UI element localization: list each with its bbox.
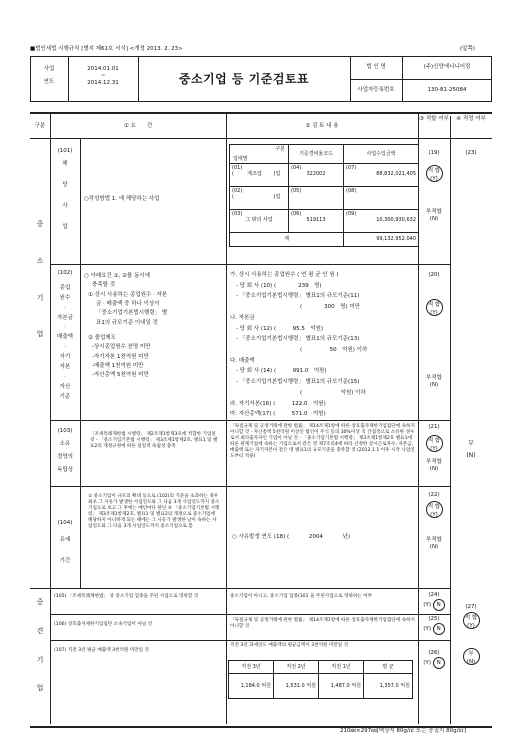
row107-col4 — [458, 648, 484, 666]
date-cell — [68, 56, 139, 102]
row101-code: (101) — [57, 148, 73, 154]
row104-requirement: ① 중소기업이 규모의 확대 등으로 (102)의 기준을 초과하는 경우 최초 그 사유가 발생한 사업연도와 그 다음 3개 사업연도까지 중소기업으로 보고 그 후에는 매년마다 판단 ② 「중소기업기본법 시행령」 제3조제1항제2호, 별표1 및 별표2의 개정으로 중소기업에 해당하지 아니하게 되는 때에는 그 사유가 발생한 날이 속하는 사업연도와 그 다음 3개 사업연도까지 중소기업으로 봄 — [88, 494, 220, 529]
row101-unfit-n: (N) — [429, 215, 439, 222]
year-label-2: 연도 — [43, 78, 55, 85]
row107-n-circle[interactable] — [433, 657, 445, 669]
row103-fit-circle[interactable] — [426, 435, 443, 452]
row106-col4-circle[interactable] — [463, 612, 480, 629]
row103-fit-label: 적 합 — [427, 437, 441, 444]
row102-req-10: -자산총액 5천억원 미만 — [92, 372, 149, 379]
tbl-row1-code-cell — [289, 164, 344, 187]
r107-head-3: 평 균 — [364, 661, 413, 674]
date-from: 2014.01.01 — [87, 66, 119, 72]
row102-rev-1: - 당 회 사 (10) ( 239 명) — [236, 282, 322, 289]
tbl-other-label: 그 밖의 사업 — [245, 217, 273, 224]
row102-rev-13: 마. 자산총액(17) ( 571.0 억원) — [230, 411, 326, 418]
row104-rev-year: 2004 — [308, 534, 323, 540]
row102-rev-10: - 「중소기업기본법시행령」 별표1의 규모기준(15) — [236, 379, 360, 386]
row102-req-3: 금 · 매출액 중 하나 이상이 — [96, 301, 160, 308]
row102-req-9: -매출액 1천억원 미만 — [92, 363, 144, 370]
r107-val-1: 1,531.0 — [285, 682, 305, 689]
row102-req-0: ○ 아래요건 ①, ②를 동시에 — [84, 273, 150, 279]
row102-rev-12: 라. 자기자본(16) ( 122.0 억원) — [230, 400, 326, 407]
tbl-row2-amt-cell — [344, 187, 419, 210]
row102-unfit[interactable]: 부적합 — [426, 374, 442, 381]
row104-l1: 기간 — [59, 557, 71, 564]
tbl-row2-n2: (05) — [291, 188, 302, 194]
row103-col4 — [451, 440, 491, 459]
tbl-row3-n1: (03) — [232, 211, 243, 217]
row102-unfit-n: (N) — [429, 381, 439, 388]
row102-label — [51, 270, 79, 400]
row102-l4: · — [64, 324, 66, 331]
row101-requirement: ○작성방법 1. 에 해당하는 사업 — [84, 196, 160, 202]
row107-col4-label: 부 — [468, 651, 474, 657]
row106-n: N — [436, 625, 441, 632]
year-label-cell — [30, 56, 69, 102]
row106-col4 — [458, 612, 484, 630]
row103-l2: 독립성 — [57, 466, 73, 473]
tbl-head-d: 사업수입금액 — [344, 145, 419, 164]
row104-fit — [419, 492, 449, 551]
side-sme-2: 소 — [36, 256, 44, 265]
row102-review — [230, 270, 416, 420]
vline-2 — [80, 138, 81, 588]
row103-col4-label: 부 — [468, 440, 474, 447]
row107-col4-n: (N) — [466, 659, 476, 665]
row102-l3: 자본금 — [57, 314, 73, 321]
row103-fit-y: (Y) — [430, 445, 438, 452]
row102-l10: 자산 — [59, 383, 71, 390]
row107-fit: (26) (Y) N — [419, 650, 449, 669]
tbl-row3-n3: (09) — [346, 211, 357, 217]
r107-val-0: 1,184.0 — [240, 682, 260, 689]
side-mid-2: 견 — [36, 626, 44, 635]
row101-bottom — [50, 264, 450, 265]
row102-rev-3: ( 300 명) 미만 — [300, 304, 360, 311]
corp-name: (주)신양에너니어링 — [402, 56, 492, 80]
footer-paper-spec: 210㎜×297㎜[백상지 80g/㎡ 또는 중질지 80g/㎡] — [340, 728, 467, 734]
row106-bottom — [50, 640, 450, 641]
col-fit3: ③ 적합 여부 — [418, 116, 451, 138]
row102-rev-8: 다. 매출액 — [230, 357, 255, 364]
row107-y[interactable]: Y — [425, 659, 429, 666]
side-mid — [30, 598, 50, 693]
row102-req-5: 표1의 규모기준 이내일 것 — [96, 319, 158, 326]
tbl-row2-code-cell — [289, 187, 344, 210]
row102-l2: · — [64, 304, 66, 311]
r107-unit-1: 억원 — [306, 682, 316, 689]
row106-req-wrap — [54, 622, 222, 628]
row101-fit-label: 적 합 — [427, 167, 441, 174]
row105-n-circle[interactable] — [433, 599, 445, 611]
row104-fit-code: (22) — [428, 492, 440, 498]
r107-unit-3: 억원 — [400, 682, 410, 689]
tbl-row3-name-cell — [230, 210, 289, 233]
row103-l1: 경영의 — [57, 453, 73, 460]
tbl-total-label: 계 — [230, 233, 344, 247]
tbl-row3-amt: 10,300,930,632 — [376, 217, 416, 224]
row106-review: 「독점규제 및 공정거래에 관한 법률」 제14조제1항에 따른 상호출자제한기업집단에 속하지 아니할 것 — [230, 618, 415, 629]
row104-unfit[interactable]: 부적합 — [426, 536, 442, 543]
row104-fit-label: 적 합 — [427, 503, 441, 510]
r107-val-3: 1,357.0 — [379, 682, 399, 689]
row102-req-6: ② 졸업제도 — [88, 335, 116, 342]
row105-req-wrap — [54, 594, 222, 600]
row102-req-8: -자기자본 1천억원 미만 — [92, 353, 149, 360]
row107-requirement: 직전 3년 평균 매출액 3천억원 미만일 것 — [67, 648, 149, 653]
row106-fit: (25) (Y) N — [419, 616, 449, 635]
row102-l5: 매출액 — [57, 334, 73, 341]
side-sme — [30, 220, 50, 339]
row103-label — [51, 428, 79, 474]
tbl-row2-n1: (02) — [232, 188, 243, 194]
row101-fit — [419, 150, 449, 223]
tbl-row2-name-cell: (02) ( )업 — [230, 187, 289, 210]
side-mid-3: 기 — [36, 655, 44, 664]
row102-bottom — [50, 420, 450, 421]
r107-unit-2: 억원 — [351, 682, 361, 689]
tbl-row1-n2: (04) — [291, 165, 302, 171]
row105-y[interactable]: Y — [425, 601, 429, 608]
tbl-row1-n3: (07) — [346, 165, 357, 171]
row105-fit-code: (24) — [428, 592, 440, 598]
row106-col4-label: 적 합 — [464, 615, 478, 621]
row102-fit — [419, 272, 449, 389]
row102-fit-y: (Y) — [430, 309, 438, 316]
row102-req-2: ① 상시 사용하는 종업원수 · 자본 — [88, 291, 168, 298]
row102-rev-9: - 당 회 사 (14) ( 991.0 억원) — [236, 368, 327, 375]
row107-col4-circle[interactable] — [463, 648, 480, 665]
row107-n: N — [436, 659, 441, 666]
tbl-row1-amt: 88,832,021,405 — [376, 171, 416, 178]
row107-review: 직전 3년 과세연도 매출액의 평균금액이 3천억원 미만일 것 — [230, 643, 349, 648]
row101-label-3: 사 — [62, 202, 68, 209]
corp-name-label: 법 인 명 — [350, 56, 403, 80]
row104-rev-label: ○ 사유발생 연도 (18) ( — [232, 534, 290, 540]
year-label-1: 사업 — [43, 66, 55, 72]
row101-fit-circle[interactable] — [426, 165, 443, 182]
r107-head-2: 직전 1년 — [319, 661, 364, 674]
row104-unfit-n: (N) — [429, 543, 439, 550]
side-mid-1: 중 — [36, 598, 44, 606]
row107-code: (107) — [54, 648, 67, 653]
row101-fit-code: (19) — [428, 150, 440, 156]
row107-table — [228, 660, 413, 699]
biz-no: 130-81-25084 — [427, 87, 467, 93]
row102-req-1: 충족할 것 — [92, 282, 116, 289]
tbl-row1-name-cell: (01) ( 제조업 )업 — [230, 164, 289, 187]
row104-bottom — [50, 588, 450, 589]
row103-unfit-n: (N) — [429, 465, 439, 472]
row101-col4-code: (23) — [465, 150, 477, 156]
page-title: 중소기업 등 기준검토표 — [138, 56, 351, 102]
tbl-row1-n1: (01) — [232, 165, 243, 171]
row103-fit-code: (21) — [428, 424, 440, 430]
row103-col4-n: (N) — [466, 451, 476, 459]
row105-col4-code: (27) — [465, 604, 477, 610]
row102-rev-6: - 「중소기업기본법시행령」 별표1의 규모기준(13) — [236, 336, 360, 343]
r107-val-2: 1,487.0 — [330, 682, 350, 689]
row105-review: 중소기업이 아니고, 중소기업 업종(101 을 주된사업으로 영위하는 여부 — [230, 594, 373, 599]
row105-bottom — [50, 614, 450, 615]
col-category: 구분 — [30, 114, 51, 138]
date-sep: ~ — [100, 72, 106, 79]
row103-unfit[interactable]: 부적합 — [426, 458, 442, 465]
date-to: 2014.12.31 — [87, 79, 119, 86]
side-sme-3: 기 — [36, 293, 44, 302]
row106-y[interactable]: Y — [425, 625, 429, 632]
row103-review: 「독점규제 및 공정거래에 관한 법률」 제14조제1항에 따른 상호출자제한기업집단에 속하지 아니할 것 · 자산총액 5천억원 이상인 법인이 주식 등의 30%이상 직 간접적으로 소유한 경우로서 최다출자자인 기업이 아닐 것 · 「중소기업기본법 시행령」 제3조제1항제2호 별표1에 따른 관계기업에 속하는 기업으로서 같은 영 제7조의4에 따라 산정한 상시근로자수, 자본금, 매출액 또는 자기자본이 같은 영 별표1의 규모기준을 충족할 것 (2012.1.1 이후 시작 사업연도부터 적용) — [230, 424, 415, 459]
tbl-row3-code: 519113 — [306, 217, 326, 224]
form-reference: ■법인세법 시행규칙 [별지 제61호 서식] <개정 2013. 2. 23> — [30, 46, 183, 52]
row102-l0: 종업 — [59, 284, 71, 291]
row103-bottom — [50, 486, 450, 487]
vline-5 — [450, 138, 451, 724]
side-mid-4: 업 — [36, 684, 44, 693]
side-sme-4: 업 — [36, 330, 44, 339]
tbl-row1-code: 322002 — [306, 171, 326, 178]
row103-requirement: 「조세특례제한법 시행령」 제2조제1항제3호에 적합한 기업일 것 - 「중소기업기본법 시행령」 제3조제1항제2호, 별표1 및 별표2의 개정규정에 따른 실질적 독립성 충족 — [90, 432, 218, 450]
row102-rev-2: - 「중소기업기본법시행령」 별표1의 규모기준(11) — [236, 293, 360, 300]
col-requirement: ① 요 건 — [50, 114, 227, 138]
row104-label — [51, 520, 79, 565]
tbl-row1-amt-cell — [344, 164, 419, 187]
row102-rev-11: ( 억원) 이하 — [300, 389, 366, 396]
row106-code: (106) — [54, 622, 67, 627]
row102-rev-4: 나. 자본금 — [230, 314, 255, 321]
row104-rev-end: 년) — [342, 534, 351, 540]
row106-fit-code: (25) — [428, 616, 440, 622]
tbl-total: 99,132,952,040 — [344, 233, 419, 247]
tbl-head-b: 업태별 — [233, 155, 248, 162]
r107-head-0: 직전 3년 — [229, 661, 274, 674]
row105-code: (105) — [54, 594, 67, 599]
row101-unfit[interactable]: 부적합 — [426, 208, 442, 215]
row103-code: (103) — [57, 428, 73, 434]
tbl-row3-code-cell — [289, 210, 344, 233]
tbl-row3-amt-cell — [344, 210, 419, 233]
row102-l11: 기준 — [59, 393, 71, 400]
row103-fit — [419, 424, 449, 473]
row104-code: (104) — [57, 520, 73, 526]
row101-label — [51, 148, 79, 230]
row102-l8: 자본 — [59, 363, 71, 370]
row102-code: (102) — [57, 270, 73, 276]
row102-rev-7: ( 50 억원) 이하 — [300, 347, 368, 354]
row105-n: N — [436, 601, 441, 608]
row102-requirement — [84, 272, 224, 381]
row102-l1: 원수 — [59, 294, 71, 301]
col-review: ② 검 토 내 용 — [226, 114, 419, 138]
row102-l7: 자기 — [59, 354, 71, 360]
row105-requirement: 「조세특례제한법」 상 중소기업 업종을 주된 사업으로 영위할 것 — [67, 594, 199, 599]
row101-label-4: 업 — [62, 223, 68, 230]
r107-head-1: 직전 2년 — [274, 661, 319, 674]
col-fit4: ④ 적정 여부 — [456, 116, 486, 122]
row104-l0: 유예 — [59, 536, 71, 543]
row101-label-1: 해 — [62, 160, 68, 167]
row101-table — [229, 144, 419, 247]
page-side: (앞쪽) — [460, 46, 475, 52]
row106-n-circle[interactable] — [433, 623, 445, 635]
tbl-row2-n3: (08) — [346, 188, 357, 194]
row101-fit-y: (Y) — [430, 175, 438, 182]
row102-l9: · — [64, 373, 66, 380]
r107-unit-0: 억원 — [261, 682, 271, 689]
row101-label-2: 당 — [62, 181, 68, 188]
row102-rev-5: - 당 회 사 (12) ( 95.5 억원) — [236, 325, 324, 332]
tbl-head-a: 구분 — [275, 146, 285, 152]
row102-req-4: 「중소기업기본법시행령」 별 — [96, 310, 168, 317]
row107-fit-code: (26) — [428, 650, 440, 656]
row104-fit-circle[interactable] — [426, 501, 443, 518]
row106-col4-y: (Y) — [467, 623, 475, 629]
tbl-row1-name: 제조업 — [247, 171, 262, 178]
side-divider — [30, 588, 50, 589]
side-sme-1: 중 — [36, 220, 44, 228]
row106-requirement: 상호출자제한기업집단 소속기업이 아닐 것 — [67, 622, 153, 627]
row102-fit-code: (20) — [428, 272, 440, 278]
row104-fit-y: (Y) — [430, 511, 438, 518]
row105-fit: (24) (Y) N — [419, 592, 449, 611]
row103-l0: 소유 — [59, 440, 71, 447]
row107-req-wrap — [54, 648, 222, 654]
biz-no-label: 사업자등록번호 — [350, 79, 403, 102]
row102-fit-label: 적 합 — [427, 301, 441, 308]
tbl-row3-n2: (06) — [291, 211, 302, 217]
vline-3 — [226, 138, 227, 724]
row102-l6: · — [64, 344, 66, 351]
row102-rev-0: 가. 상시 사용하는 종업원수 ( 연 평 균 인 원 ) — [230, 272, 339, 278]
row102-req-7: -상시종업원수 천명 미만 — [92, 344, 151, 351]
tbl-head-c: 기준경비율코드 — [289, 145, 344, 164]
row104-review — [232, 534, 416, 541]
row102-fit-circle[interactable] — [426, 299, 443, 316]
